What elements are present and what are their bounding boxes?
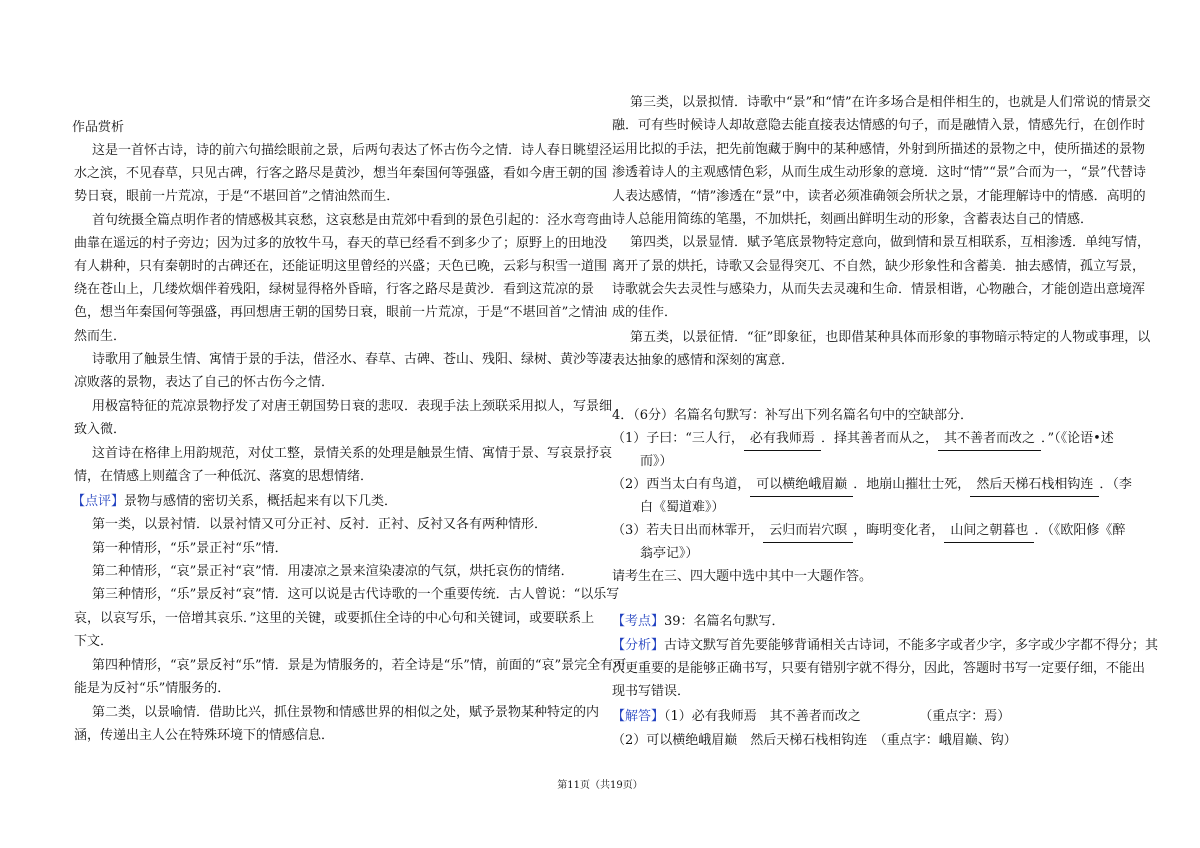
q4-1-blank-1: 必有我师焉 [744,428,821,451]
page-footer: 第11页（共19页） [557,780,643,791]
q4-3-blank-1: 云归而岩穴暝 [763,520,853,543]
comment-text: 景物与感情的密切关系，概括起来有以下几类． [124,494,398,509]
text-line: 涵，传递出主人公在特殊环境下的情感信息． [74,728,335,743]
q4-3-text-c: ，晦明变化者， [853,523,945,538]
q4-1-text-c: ．择其善者而从之， [820,431,938,446]
text-line: 离开了景的烘托，诗歌又会显得突兀、不自然，缺少形象性和含蓄美．抽去感情，孤立写景， [612,259,1146,274]
q4-3-text-a: （3）若夫日出而林霏开， [612,523,764,538]
jieda-1: （1）必有我师焉 其不善者而改之 （重点字：焉） [664,709,1011,724]
text-line: 运用比拟的手法，把先前饱藏于胸中的某种感情，外射到所描述的景物之中，使所描述的景物 [612,142,1146,157]
section-heading: 作品赏析 [72,120,125,135]
q4-3-blank-2: 山间之朝暮也 [944,520,1034,543]
q4-item-1 [612,428,1114,451]
text-line: 第五类，以景征情．“征”即象征，也即借某种具体而形象的事物暗示特定的人物或事理，以 [630,330,1151,345]
q4-item-2 [612,474,1132,497]
q4-2-blank-1: 可以横绝峨眉巅 [750,474,853,497]
jieda-2: （2）可以横绝峨眉巅 然后天梯石栈相钩连 （重点字：峨眉巅、钩） [612,733,1017,748]
q4-3-tail: 翁亭记》） [640,546,699,561]
q4-2-tail: 白《蜀道难》） [640,500,725,515]
text-line: 然而生． [74,329,127,344]
text-line: 诗歌用了触景生情、寓情于景的手法，借泾水、春草、古碑、苍山、残阳、绿树、黄沙等凄 [92,352,613,367]
q4-2-blank-2: 然后天梯石栈相钩连 [970,474,1099,497]
text-line: 这是一首怀古诗，诗的前六句描绘眼前之景，后两句表达了怀古伤今之情．诗人春日眺望泾 [92,143,613,158]
text-line: 致入微． [74,422,127,437]
text-line: 情，在情感上则蕴含了一种低沉、落寞的思想情绪． [74,469,374,484]
fenxi-line [612,635,1158,657]
text-line: 成的佳作． [612,305,678,320]
text-line: 第一种情形，“乐”景正衬“乐”情． [92,541,288,556]
text-line: 这首诗在格律上用韵规范，对仗工整，景情关系的处理是触景生情、寓情于景、写哀景抒哀 [92,446,613,461]
text-line: 有人耕种，只有秦朝时的古碑还在，还能证明这里曾经的兴盛；天色已晚，云彩与积雪一道围 [74,259,608,274]
text-line: 第三种情形，“乐”景反衬“哀”情．这可以说是古代诗歌的一个重要传统．古人曾说：“以乐写 [92,587,620,602]
jieda-tag: 【解答】 [612,709,665,724]
text-line: 凉败落的景物，表达了自己的怀古伤今之情． [74,375,335,390]
text-line: 第四种情形，“哀”景反衬“乐”情．景是为情服务的，若全诗是“乐”情，前面的“哀”景完全有可 [92,658,627,673]
text-line: 第三类，以景拟情．诗歌中“景”和“情”在许多场合是相伴相生的，也就是人们常说的情景交 [630,95,1151,110]
q4-1-tail: 而》） [640,454,673,469]
question-4: 4．（6分）名篇名句默写：补写出下列名篇名句中的空缺部分． [612,408,974,423]
q4-2-text-d: ．（李 [1099,477,1132,492]
q4-1-blank-2: 其不善者而改之 [938,428,1041,451]
kaodian-line [612,611,785,633]
kaodian-text: 39：名篇名句默写． [664,614,785,629]
fenxi-line-1: 古诗文默写首先要能够背诵相关古诗词，不能多字或者少字，多字或少字都不得分；其 [664,638,1159,653]
text-line: 融．可有些时候诗人却故意隐去能直接表达情感的句子，而是融情入景，情感先行，在创作时 [612,118,1146,133]
text-line: 绕在苍山上，几缕炊烟伴着残阳，绿树显得格外昏暗，行客之路尽是黄沙．看到这荒凉的景 [74,282,595,297]
text-line: 诗人总能用简练的笔墨，不加烘托，刻画出鲜明生动的形象，含蓄表达自己的情感． [612,212,1094,227]
text-line: 第一类，以景衬情．以景衬情又可分正衬、反衬．正衬、反衬又各有两种情形． [92,517,548,532]
text-line: 用极富特征的荒凉景物抒发了对唐王朝国势日衰的悲叹．表现手法上颈联采用拟人，写景细 [92,399,613,414]
text-line: 哀，以哀写乐，一倍增其哀乐．”这里的关键，或要抓住全诗的中心句和关键词，或要联系上 [74,611,595,626]
fenxi-line-2: 次更重要的是能够正确书写，只要有错别字就不得分，因此，答题时书写一定要仔细，不能出 [612,661,1146,676]
q4-2-text-a: （2）西当太白有鸟道， [612,477,751,492]
text-line: 第二类，以景喻情．借助比兴，抓住景物和情感世界的相似之处，赋予景物某种特定的内 [92,705,600,720]
text-line: 势日衰，眼前一片荒凉，于是“不堪回首”之情油然而生． [74,189,400,204]
fenxi-line-3: 现书写错误． [612,684,691,699]
text-line: 下文． [74,634,114,649]
text-line: 诗歌就会失去灵性与感染力，从而失去灵魂和生命．情景相谐，心物融合，才能创造出意境浑 [612,282,1146,297]
comment-tag: 【点评】 [72,494,125,509]
text-line: 水之滨，不见春草，只见古碑，行客之路尽是黄沙，想当年秦国何等强盛，看如今唐王朝的国 [74,166,608,181]
text-line: 曲靠在遥远的村子旁边；因为过多的放牧牛马，春天的草已经看不到多少了；原野上的田地没 [74,236,608,251]
text-line: 首句统摄全篇点明作者的情感极其哀愁，这哀愁是由荒郊中看到的景色引起的：泾水弯弯曲 [92,213,613,228]
text-line: 第二种情形，“哀”景正衬“哀”情．用凄凉之景来渲染凄凉的气氛，烘托哀伤的情绪． [92,564,574,579]
fenxi-tag: 【分析】 [612,638,665,653]
jieda-line [612,706,1010,728]
q4-2-text-c: ．地崩山摧壮士死， [853,477,971,492]
choose-instruction: 请考生在三、四大题中选中其中一大题作答。 [612,569,873,584]
q4-1-text-d: ．”（《论语•述 [1040,431,1114,446]
text-line: 能是为反衬“乐”情服务的． [74,681,231,696]
text-line: 色，想当年秦国何等强盛，再回想唐王朝的国势日衰，眼前一片荒凉，于是“不堪回首”之情油 [74,305,608,320]
text-line: 人表达感情，“情”渗透在“景”中，读者必须准确领会所状之景，才能理解诗中的情感．高明的 [612,189,1146,204]
text-line: 渗透着诗人的主观感情色彩，从而生成生动形象的意境．这时“情”“景”合而为一，“景”代替诗 [612,165,1146,180]
comment-line [72,491,397,513]
q4-item-3 [612,520,1125,543]
q4-1-text-a: （1）子曰：“三人行， [612,431,744,446]
text-line: 第四类，以景显情．赋予笔底景物特定意向，做到情和景互相联系，互相渗透．单纯写情， [630,235,1151,250]
q4-3-text-d: ．（《欧阳修《醉 [1034,523,1126,538]
kaodian-tag: 【考点】 [612,614,665,629]
text-line: 表达抽象的感情和深刻的寓意． [612,353,795,368]
